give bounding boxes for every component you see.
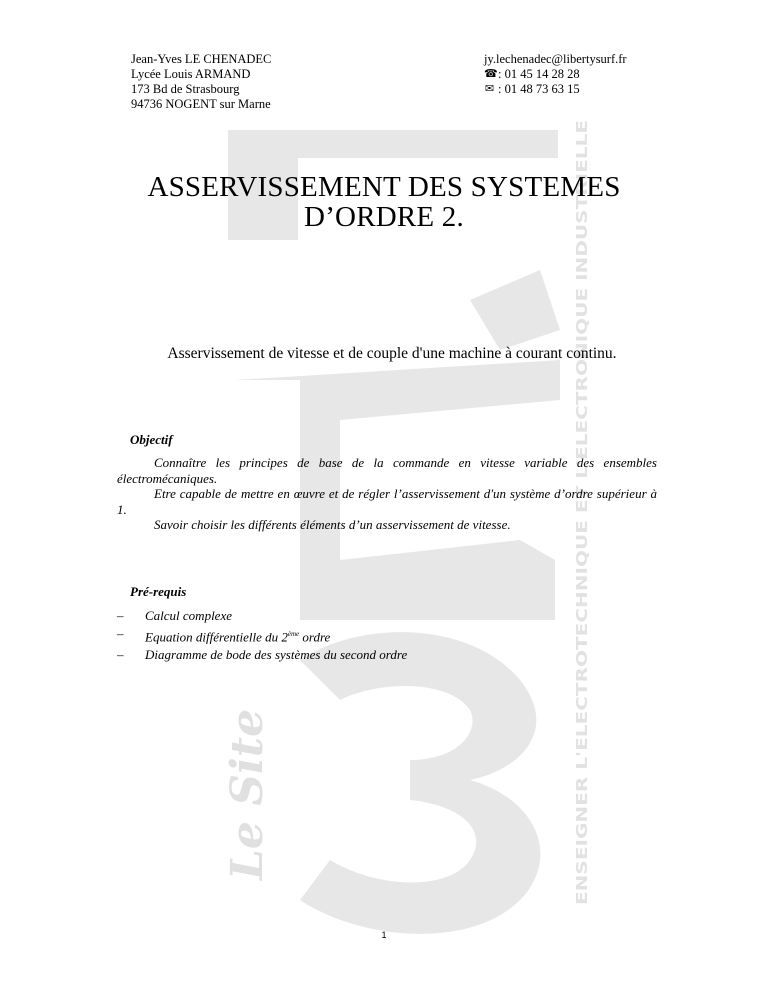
watermark-vertical-text: ENSEIGNER L'ELECTROTECHNIQUE ET L'ELECTRONIQUE INDUSTRIELLE [573,309,591,905]
fax-icon: ✉ [484,83,495,95]
telephone-icon: ☎ [484,68,498,80]
phone-line [484,67,627,82]
watermark-bar-top [228,130,558,158]
page-number: 1 [381,930,387,940]
objectif-paragraph: Connaître les principes de base de la commande en vitesse variable des ensembles électromécaniques. [117,455,657,486]
fax-number: : 01 48 73 63 15 [498,82,580,96]
phone-number: : 01 45 14 28 28 [498,67,580,81]
school-name: Lycée Louis ARMAND [131,67,251,81]
title-line-1: ASSERVISSEMENT DES SYSTEMES [147,171,621,203]
objectif-body [117,455,657,533]
fax-line [484,82,627,97]
objectif-heading: Objectif [130,432,173,447]
watermark-logo-text: Le Site [222,708,273,880]
title-line-2: D’ORDRE 2. [304,201,464,233]
list-item [117,646,407,664]
list-item-text: Calcul complexe [145,608,232,623]
street-address: 173 Bd de Strasbourg [131,82,240,96]
contact-block [484,52,627,97]
objectif-paragraph: Etre capable de mettre en œuvre et de régler l’asservissement d'un système d’ordre supérieur à 1. [117,486,657,517]
list-item [117,607,407,625]
author-block [131,52,271,112]
list-bullet: – [117,626,124,641]
watermark-apostrophe [470,270,560,350]
document-title [0,172,768,232]
list-item-text: Equation différentielle du 2ème ordre [145,629,331,645]
list-item-text: Diagramme de bode des systèmes du second ordre [145,647,408,663]
list-bullet: – [117,647,124,663]
author-name: Jean-Yves LE CHENADEC [131,52,272,66]
list-item [117,625,407,646]
list-bullet: – [117,608,124,623]
prerequis-heading: Pré-requis [130,584,187,599]
watermark-three [300,632,540,934]
objectif-paragraph: Savoir choisir les différents éléments d’un asservissement de vitesse. [154,517,511,532]
document-subtitle: Asservissement de vitesse et de couple d'une machine à courant continu. [167,345,617,362]
email-address[interactable]: jy.lechenadec@libertysurf.fr [484,52,627,66]
city-address: 94736 NOGENT sur Marne [131,97,271,111]
prerequis-list [117,607,407,664]
